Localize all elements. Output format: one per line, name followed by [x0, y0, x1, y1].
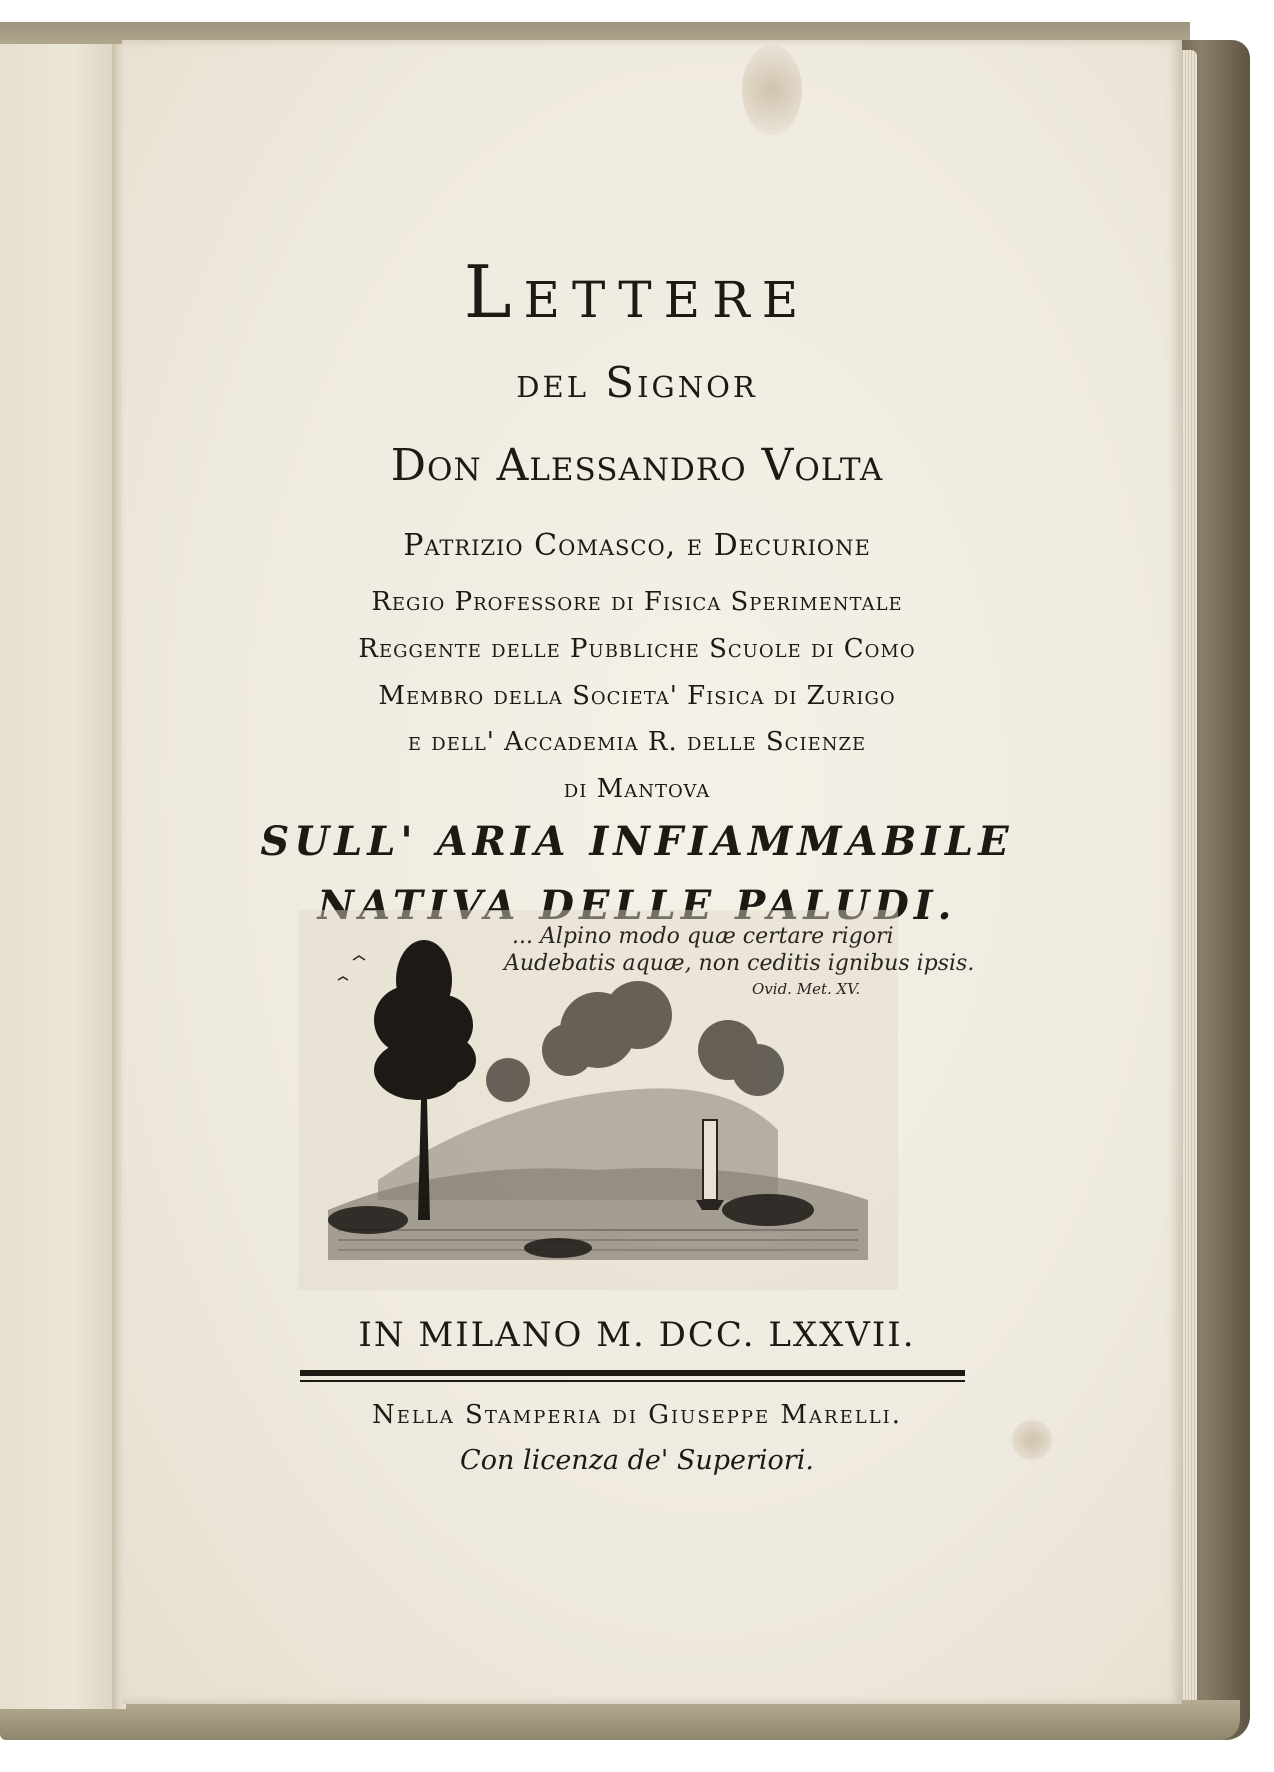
double-rule-thick [300, 1370, 965, 1376]
book-title: Lettere [463, 250, 811, 334]
author-credential-3: Membro della Societa' Fisica di Zurigo [378, 681, 896, 711]
subject-line-1: SULL' ARIA INFIAMMABILE [260, 818, 1014, 865]
author-credential-1: Regio Professore di Fisica Sperimentale [371, 587, 903, 617]
author-credential-2: Reggente delle Pubbliche Scuole di Como [358, 634, 916, 664]
motto-source: Ovid. Met. XV. [752, 980, 861, 998]
author-name: Don Alessandro Volta [390, 440, 884, 491]
imprint-line: IN MILANO M. DCC. LXXVII. [358, 1315, 916, 1355]
motto-line-2: Audebatis aquæ, non ceditis ignibus ipsis. [504, 951, 975, 976]
cover-bottom-edge [0, 1700, 1240, 1740]
licence-line: Con licenza de' Superiori. [460, 1445, 814, 1476]
paper-stain [742, 45, 802, 135]
motto-line-1: ... Alpino modo quæ certare rigori [512, 924, 894, 949]
author-credential-4: e dell' Accademia R. delle Scienze [407, 727, 867, 757]
subject-line-2: NATIVA DELLE PALUDI. [317, 882, 957, 929]
double-rule-thin [300, 1380, 965, 1382]
author-title-patrizio: Patrizio Comasco, e Decurione [403, 528, 871, 563]
author-credential-5: di Mantova [563, 774, 711, 804]
printer-line: Nella Stamperia di Giuseppe Marelli. [371, 1400, 903, 1430]
title-line-signor: del Signor [516, 358, 758, 407]
